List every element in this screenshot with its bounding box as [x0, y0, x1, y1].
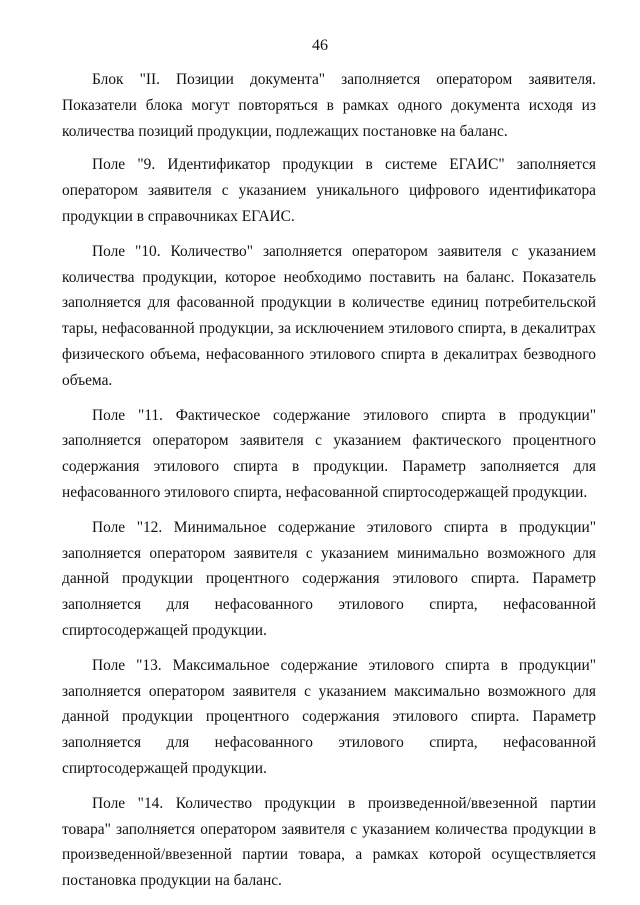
- paragraph-field-14: Поле "14. Количество продукции в произведенной/ввезенной партии товара" заполняется оператором заявителя с указанием количества продукции в произведенной/ввезенной партии товара, а рамках которой осуществляется постановка продукции на баланс.: [62, 794, 596, 890]
- paragraph-field-10: Поле "10. Количество" заполняется оператором заявителя с указанием количества продукции, которое необходимо поставить на баланс. Показатель заполняется для фасованной продукции в количестве единиц потребительской тары, нефасованной продукции, за исключением этилового спирта, в декалитрах физического объема, нефасованного этилового спирта в декалитрах безводного объема.: [62, 242, 596, 389]
- paragraph-field-13: Поле "13. Максимальное содержание этилового спирта в продукции" заполняется оператором заявителя с указанием максимально возможного для данной продукции процентного содержания этилового спирта. Параметр заполняется для нефасованного этилового спирта, нефасованной спиртосодержащей продукции.: [62, 656, 596, 777]
- paragraph-field-11: Поле "11. Фактическое содержание этилового спирта в продукции" заполняется оператором заявителя с указанием фактического процентного содержания этилового спирта в продукции. Параметр заполняется для нефасованного этилового спирта, нефасованной спиртосодержащей продукции.: [62, 406, 596, 501]
- paragraph-field-9: Поле "9. Идентификатор продукции в системе ЕГАИС" заполняется оператором заявителя с указанием уникального цифрового идентификатора продукции в справочниках ЕГАИС.: [62, 156, 596, 225]
- paragraph-field-12: Поле "12. Минимальное содержание этилового спирта в продукции" заполняется оператором заявителя с указанием минимально возможного для данной продукции процентного содержания этилового спирта. Параметр заполняется для нефасованного этилового спирта, нефасованной спиртосодержащей продукции.: [62, 518, 596, 639]
- page-number: 46: [312, 37, 328, 54]
- paragraph-block-ii: Блок "II. Позиции документа" заполняется оператором заявителя. Показатели блока могут повторяться в рамках одного документа исходя из количества позиций продукции, подлежащих постановке на баланс.: [62, 71, 596, 140]
- document-body: [62, 67, 596, 903]
